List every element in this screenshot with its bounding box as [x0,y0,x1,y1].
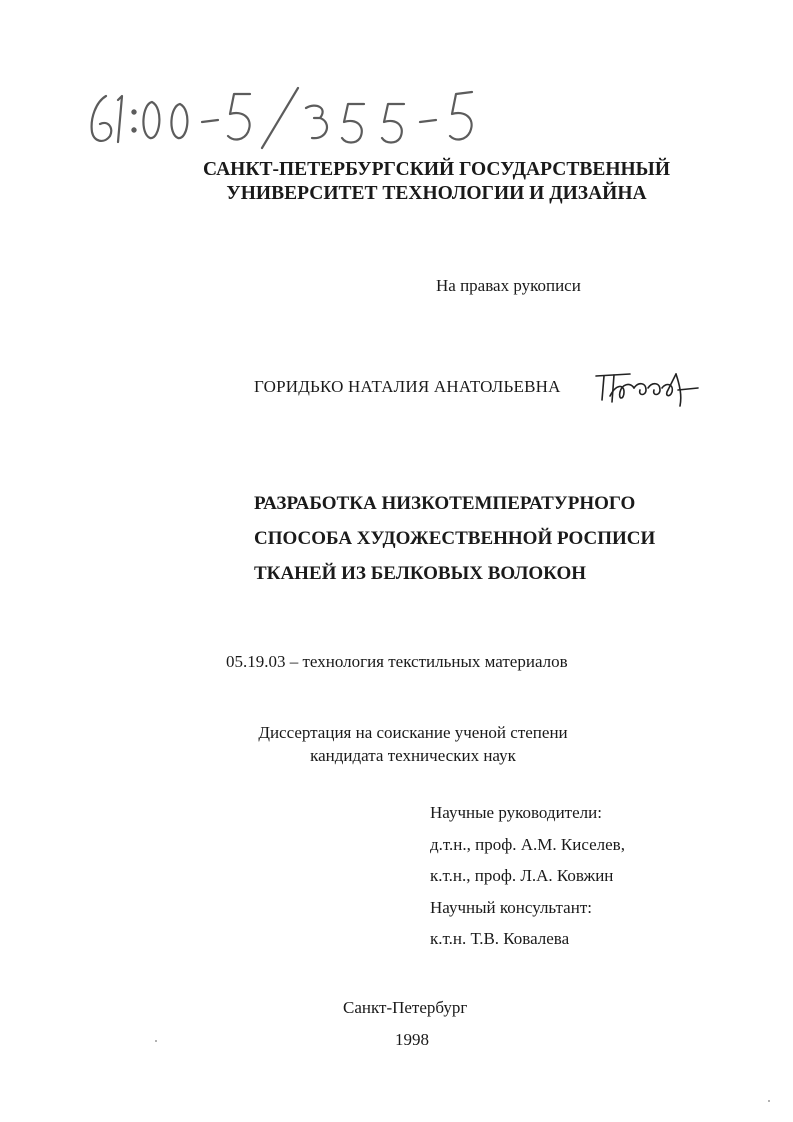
manuscript-note: На правах рукописи [436,276,581,295]
dissertation-type [200,721,626,767]
scan-speck [768,1100,770,1102]
university-line-1: САНКТ-ПЕТЕРБУРГСКИЙ ГОСУДАРСТВЕННЫЙ [202,159,670,180]
specialty-code: 05.19.03 – технология текстильных материалов [226,652,568,671]
supervisor-1: д.т.н., проф. А.М. Киселев, [430,834,625,854]
supervisors-heading: Научные руководители: [430,803,602,822]
consultant-name: к.т.н. Т.В. Ковалева [430,929,570,948]
archive-code-handwriting [84,82,484,154]
scan-speck [155,1040,157,1042]
university-line-2: УНИВЕРСИТЕТ ТЕХНОЛОГИИ И ДИЗАЙНА [226,183,647,204]
city: Санкт-Петербург [343,998,468,1017]
dissertation-line-2: кандидата технических наук [310,746,516,765]
archive-code-icon [84,82,484,154]
author-name: ГОРИДЬКО НАТАЛИЯ АНАТОЛЬЕВНА [254,377,561,396]
supervisor-2: к.т.н., проф. Л.А. Ковжин [430,866,614,885]
dissertation-line-1: Диссертация на соискание ученой степени [258,723,568,742]
thesis-title-line-3: ТКАНЕЙ ИЗ БЕЛКОВЫХ ВОЛОКОН [254,563,587,584]
thesis-title-line-2: СПОСОБА ХУДОЖЕСТВЕННОЙ РОСПИСИ [254,528,656,549]
year: 1998 [395,1030,429,1049]
university-name [0,158,793,206]
thesis-title-line-1: РАЗРАБОТКА НИЗКОТЕМПЕРАТУРНОГО [254,493,636,514]
consultant-heading: Научный консультант: [430,897,592,917]
thesis-title [254,486,655,591]
supervisors-block [430,797,625,955]
signature-icon [590,366,702,410]
